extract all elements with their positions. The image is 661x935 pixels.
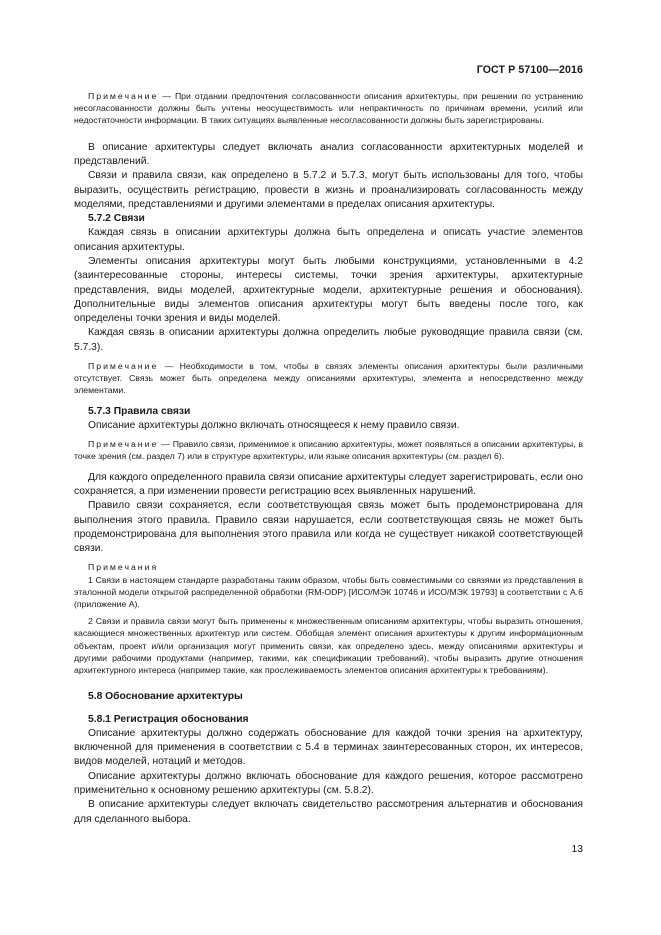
note-paragraph [74,438,583,462]
body-paragraph: Для каждого определенного правила связи описание архитектуры следует зарегистрировать, если оно сохраняется, а при изменении провести регистрацию всех выявленных нарушений. [74,471,583,497]
note-item-2: 2 Связи и правила связи могут быть применены к множественным описаниям архитектуры, чтобы выразить отношения, касающиеся множественных архитектур или систем. Обобщая элемент описания архитектуры к другим информационным объектам, проект и/или организация могут применить связи, как определено здесь, между описаниями архитектуры и другими рабочими продуктами (например, такими, как спецификации требований), чтобы выразить другие отношения архитектурного интереса (например такие, как прослеживаемость элементов описания архитектуры к требованиям). [74,616,583,676]
section-heading-5-8-1: 5.8.1 Регистрация обоснования [88,713,249,725]
note-text: — Правило связи, применимое к описанию архитектуры, может появляться в описании архитектуры, в точке зрения (см. раздел 7) или в структуре архитектуры, или языке описания архитектуры (см. раздел 6). [74,439,583,462]
body-paragraph: Каждая связь в описании архитектуры должна быть определена и описать участие элементов описания архитектуры. [74,227,583,253]
document-code: ГОСТ Р 57100—2016 [476,64,583,76]
body-paragraph: Правило связи сохраняется, если соответствующая связь может быть продемонстрирована для выполнения этого правила. Правило связи нарушается, если соответствующая связь не может быть продемонстрирована для выполнения этого правила или когда не существует никакой соответствующей связи. [74,500,583,555]
body-paragraph: В описание архитектуры следует включать анализ согласованности архитектурных моделей и представлений. [74,141,583,167]
page-content [74,90,583,827]
note-text: — При отдании предпочтения согласованности описания архитектуры, при решении по устранению несогласованности должны быть учтены неосуществимость или непрактичность по причинам времени, усилий или недостаточности информации. В таких ситуациях выявленные несогласованности должны быть зарегистрированы. [74,91,583,126]
section-heading-5-7-2: 5.7.2 Связи [88,213,145,225]
note-item-1: 1 Связи в настоящем стандарте разработаны таким образом, чтобы быть совместимыми со связями из представления в эталонной модели открытой распределенной обработки (RM-ODP) [ИСО/МЭК 10746 и ИСО/МЭК 19793] в соответствии с А.6 (приложение А). [74,574,583,610]
body-paragraph: Описание архитектуры должно содержать обоснование для каждой точки зрения на архитектуру, включенной для применения в соответствии с 5.4 в терминах заинтересованных сторон, их интересов, видов моделей, нотаций и методов. [74,727,583,768]
note-text: — Необходимости в том, чтобы в связях элементы описания архитектуры были различными отсутствует. Связь может быть определена между описаниями архитектуры, элемента и непосредственно между элементами. [74,361,583,396]
page-number: 13 [571,844,583,855]
body-paragraph: Связи и правила связи, как определено в 5.7.2 и 5.7.3, могут быть использованы для того, чтобы выразить, осуществить регистрацию, провести в жизнь и проанализировать согласованность между моделями, представлениями и другими элементами в пределах описания архитектуры. [74,170,583,210]
body-paragraph: В описание архитектуры следует включать свидетельство рассмотрения альтернатив и обоснования для сделанного выбора. [74,799,583,825]
body-paragraph: Каждая связь в описании архитектуры должна определить любые руководящие правила связи (см. 5.7.3). [74,327,583,353]
notes-title: Примечания [88,562,159,573]
body-paragraph: Элементы описания архитектуры могут быть любыми конструкциями, установленными в 4.2 (заинтересованные стороны, интересы системы, точки зрения архитектуры, архитектурные представления, виды моделей, архитектурные модели, архитектурные решения и обоснования). Дополнительные виды элементов описания архитектуры могут быть введены после того, как определены точки зрения и виды моделей. [74,255,583,325]
section-heading-5-8: 5.8 Обоснование архитектуры [88,691,243,703]
note-label: Примечание [88,91,159,101]
note-paragraph [74,90,583,127]
section-heading-5-7-3: 5.7.3 Правила связи [88,405,191,417]
note-label: Примечание [88,439,159,450]
body-paragraph: Описание архитектуры должно включать обоснование для каждого решения, которое рассмотрено применительно к основному решению архитектуры (см. 5.8.2). [74,770,583,797]
note-label: Примечание [88,361,159,372]
body-paragraph: Описание архитектуры должно включать относящееся к нему правило связи. [88,419,460,431]
note-paragraph [74,360,583,397]
